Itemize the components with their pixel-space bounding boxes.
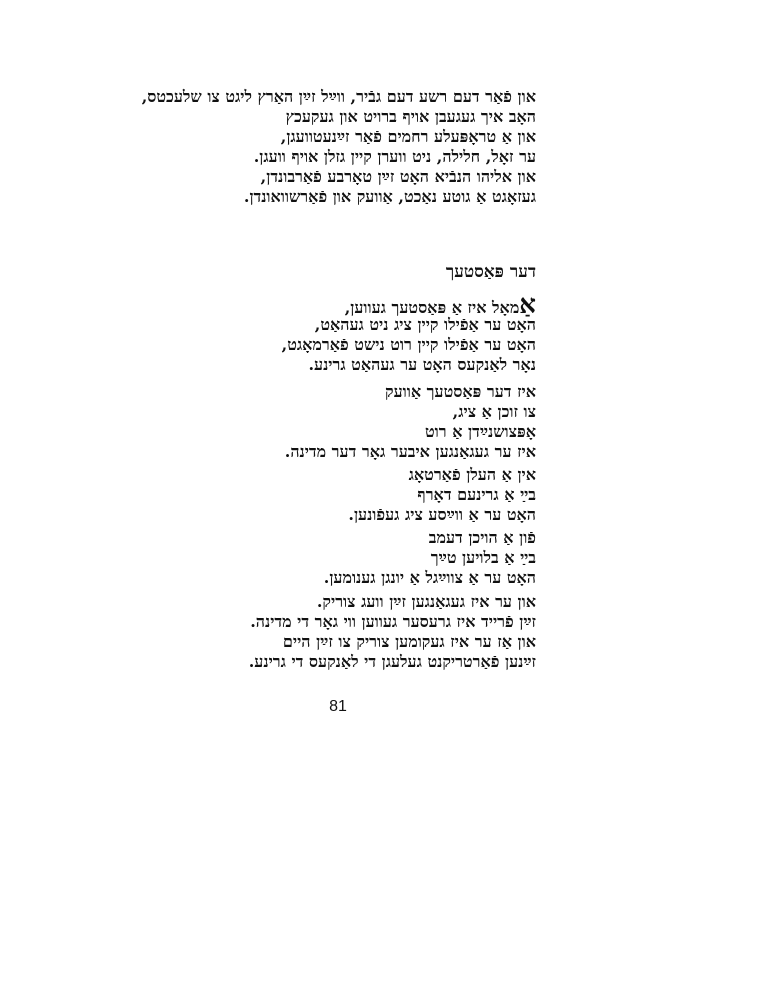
- verse-line: געזאָגט אַ גוטע נאַכט, אַוועק און פֿאַרשוואונדן.: [243, 187, 536, 206]
- verse-line: אין אַ העלן פֿאַרטאָג: [408, 465, 536, 484]
- poem-stanza-3: [200, 465, 536, 525]
- verse-line: זײַנען פֿאַרטריקנט געלעגן די לאַנקעס די גרינע.: [248, 652, 536, 671]
- poem-stanza-5: [200, 592, 536, 672]
- verse-line: נאָר לאַנקעס האָט ער געהאַט גרינע.: [308, 355, 536, 374]
- verse-line: צו זוכן אַ ציג,: [452, 402, 536, 421]
- verse-line: ער זאָל, חלילה, ניט ווערן קיין גזלן אויף וועגן.: [253, 147, 536, 166]
- verse-line-text: מאָל איז אַ פּאַסטעך געווען,: [344, 298, 520, 317]
- verse-line: און אליהו הנבֿיא האָט זײַן טאָרבע פֿאַרבונדן,: [260, 167, 536, 186]
- verse-line: האָט ער אַפֿילו קיין רוט נישט פֿאַרמאָגט,: [281, 335, 536, 354]
- verse-line: האָט ער אַ ווײַסע ציג געפֿונען.: [348, 505, 536, 524]
- page-number: 81: [329, 698, 347, 715]
- verse-line: [200, 290, 536, 320]
- verse-line: און ער איז געגאַנגען זײַן וועג צוריק.: [316, 592, 536, 611]
- verse-line: און אַ טראָפּעלע רחמים פֿאַר זײַנעטוועגן,: [280, 127, 536, 146]
- verse-line: זײַן פֿרייד איז גרעסער געווען ווי גאָר די מדינה.: [250, 612, 536, 631]
- drop-initial: אַ: [519, 290, 536, 320]
- previous-poem-stanza-2: [200, 167, 536, 207]
- verse-line: האָב איך געגעבן אויף ברויט און געקעכץ: [285, 107, 536, 126]
- verse-line: פֿון אַ הויכן דעמב: [428, 528, 536, 547]
- verse-line: אָפּצושנײַדן אַ רוט: [425, 422, 536, 441]
- poem-stanza-2: [200, 382, 536, 462]
- poem-stanza-4: [200, 528, 536, 588]
- poem-stanza-1: [200, 290, 536, 375]
- verse-line: בײַ אַ בלויען טײַך: [430, 548, 536, 567]
- verse-line: האָט ער אַפֿילו קיין ציג ניט געהאַט,: [314, 315, 536, 334]
- verse-line: און פֿאַר דעם רשע דעם גבֿיר, ווײַל זײַן האַרץ ליגט צו שלעכטס,: [141, 87, 536, 106]
- verse-line: בײַ אַ גרינעם דאָרף: [417, 485, 536, 504]
- previous-poem-stanza-1: [141, 87, 536, 167]
- verse-line: איז דער פּאַסטעך אַוועק: [385, 382, 536, 401]
- verse-line: און אַז ער איז געקומען צוריק צו זײַן היים: [282, 632, 536, 651]
- verse-line: האָט ער אַ צווײַגל אַ יונגן גענומען.: [323, 568, 536, 587]
- verse-line: איז ער געגאַנגען איבער גאָר דער מדינה.: [284, 442, 536, 461]
- poem-title: דער פּאַסטעך: [445, 262, 536, 282]
